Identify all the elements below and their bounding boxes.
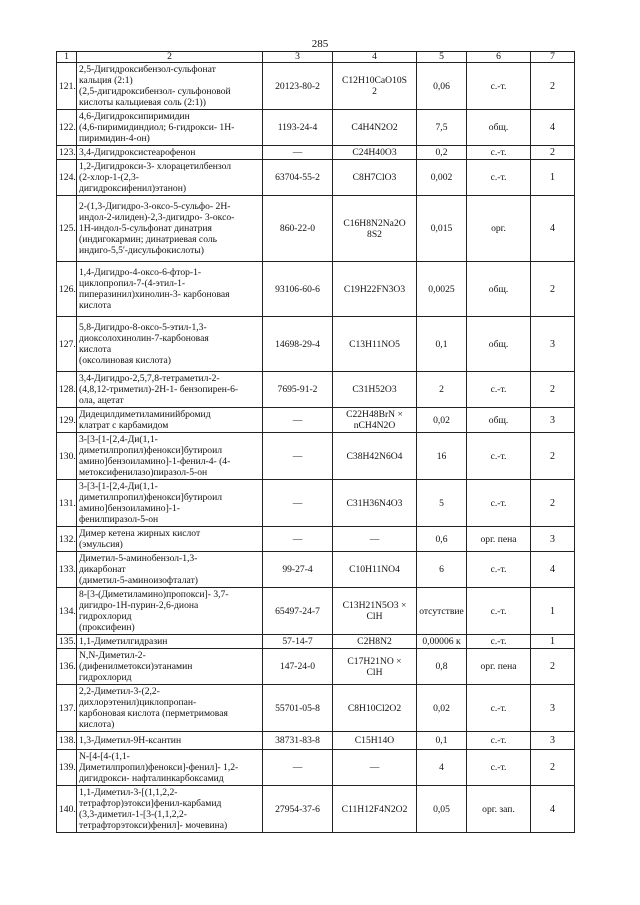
cas-number: — (263, 146, 333, 160)
formula-line: C8H10Cl2O2 (347, 702, 402, 714)
cas-number: 63704-55-2 (263, 160, 333, 196)
cas-number: 1193-24-4 (263, 110, 333, 146)
formula-line: C10H11NO4 (349, 564, 400, 575)
hazard-class: 1 (531, 635, 575, 649)
substance-name-line: амино]бензоиламино]-1-фенил-4- (4- (79, 456, 231, 467)
chemical-formula (333, 146, 417, 160)
row-number: 139. (57, 750, 77, 786)
formula-line: C13H21N5O3 × (342, 600, 407, 611)
substance-name-line: индиго-5,5'-дисульфокислоты) (79, 245, 204, 256)
table-row (57, 552, 575, 588)
formula-line: C31H36N4O3 (346, 497, 403, 509)
col-header-3: 3 (263, 52, 333, 63)
row-number: 126. (57, 262, 77, 317)
hazard-class: 2 (531, 480, 575, 527)
cas-number: — (263, 527, 333, 552)
hazard-indicator: с.-т. (467, 63, 531, 110)
hazard-indicator: с.-т. (467, 480, 531, 527)
substance-name-line: диметилпропил)фенокси]бутироил (79, 445, 223, 456)
table-row (57, 750, 575, 786)
row-number: 130. (57, 433, 77, 480)
substance-name-line: 1Н-индол-5-сульфонат динатрия (79, 223, 212, 234)
limit-value: 6 (417, 552, 467, 588)
hazard-class: 3 (531, 527, 575, 552)
cas-number: 7695-91-2 (263, 372, 333, 408)
formula-line: ClH (366, 666, 383, 678)
formula-line: C38H42N6O4 (346, 450, 403, 462)
formula-line: C11H12F4N2O2 (341, 803, 408, 815)
cas-number: 57-14-7 (263, 635, 333, 649)
limit-value: 0,6 (417, 527, 467, 552)
formula-line: 2 (372, 86, 377, 97)
hazard-class: 2 (531, 63, 575, 110)
limit-value: 0,06 (417, 63, 467, 110)
substance-name (77, 372, 263, 408)
substance-name (77, 160, 263, 196)
row-number: 122. (57, 110, 77, 146)
chemical-formula (333, 196, 417, 262)
chemical-formula (333, 685, 417, 732)
chemical-formula (333, 527, 417, 552)
substance-name-line: 1,4-Дигидро-4-оксо-6-фтор-1- (79, 267, 202, 278)
substance-name-line: 2-(1,3-Дигидро-3-оксо-5-сульфо- 2Н- (79, 201, 231, 212)
row-number: 131. (57, 480, 77, 527)
substance-name-line: кальция (2:1) (79, 75, 133, 86)
substance-name (77, 685, 263, 732)
limit-value: 0,00006 к (417, 635, 467, 649)
limit-value: 0,015 (417, 196, 467, 262)
substance-name-line: пиримидин-4-он) (79, 133, 150, 144)
cas-number: 27954-37-6 (263, 786, 333, 833)
row-number: 125. (57, 196, 77, 262)
hazard-class: 2 (531, 649, 575, 685)
substance-name-line: Диметил-5-аминобензол-1,3- (79, 553, 198, 564)
hazard-indicator: общ. (467, 262, 531, 317)
col-header-7: 7 (531, 52, 575, 63)
substance-name-line: клатрат с карбамидом (79, 420, 169, 431)
formula-line: C12H10CaO10S (341, 75, 408, 86)
substance-name (77, 552, 263, 588)
substance-name-line: (2-хлор-1-(2,3- (79, 172, 139, 183)
table-row (57, 786, 575, 833)
substance-name-line: 1,1-Диметилгидразин (79, 636, 168, 647)
hazard-indicator: с.-т. (467, 372, 531, 408)
cas-number: 93106-60-6 (263, 262, 333, 317)
substance-name-line: дигидроксифенил)этанон) (79, 183, 187, 194)
limit-value: 0,02 (417, 408, 467, 433)
substance-name-line: 3,4-Дигидроксистеарофенон (79, 147, 196, 158)
cas-number: — (263, 750, 333, 786)
cas-number: 147-24-0 (263, 649, 333, 685)
substance-name (77, 480, 263, 527)
col-header-2: 2 (77, 52, 263, 63)
hazard-class: 3 (531, 408, 575, 433)
limit-value: 0,2 (417, 146, 467, 160)
substance-name-line: 8-[3-(Диметиламино)пропокси]- 3,7- (79, 589, 229, 600)
row-number: 121. (57, 63, 77, 110)
substance-name-line: дихлорэтенил)циклопропан- (79, 697, 197, 708)
limit-value: 7,5 (417, 110, 467, 146)
limit-value: 0,05 (417, 786, 467, 833)
limit-value: 0,1 (417, 732, 467, 750)
formula-line: 8S2 (367, 228, 382, 240)
formula-line: C24H40O3 (352, 147, 397, 158)
hazard-indicator: общ. (467, 110, 531, 146)
substance-name-line: дигидро-1Н-пурин-2,6-диона (79, 600, 199, 611)
hazard-indicator: с.-т. (467, 433, 531, 480)
chemical-formula (333, 372, 417, 408)
substance-name-line: дигидрокси- нафталинкарбоксамид (79, 773, 224, 784)
hazard-class: 2 (531, 146, 575, 160)
row-number: 135. (57, 635, 77, 649)
substance-name (77, 732, 263, 750)
cas-number: 860-22-0 (263, 196, 333, 262)
formula-line: — (369, 533, 380, 545)
col-header-4: 4 (333, 52, 417, 63)
limit-value: 0,0025 (417, 262, 467, 317)
col-header-5: 5 (417, 52, 467, 63)
hazard-class: 4 (531, 552, 575, 588)
hazard-class: 2 (531, 262, 575, 317)
table-row (57, 63, 575, 110)
substance-name-line: фенилпиразол-5-он (79, 514, 159, 525)
substance-name (77, 649, 263, 685)
limit-value: отсутствие (417, 588, 467, 635)
substance-name (77, 588, 263, 635)
substance-name-line: кислоты кальциевая соль (2:1)) (79, 97, 206, 108)
table-row (57, 317, 575, 372)
cas-number: 99-27-4 (263, 552, 333, 588)
formula-line: C2H8N2 (357, 636, 392, 647)
substance-name (77, 262, 263, 317)
substance-name (77, 63, 263, 110)
hazard-class: 4 (531, 196, 575, 262)
substance-name-line: 4,6-Дигидроксипиримидин (79, 111, 190, 122)
table-row (57, 196, 575, 262)
substance-name-line: Дидецилдиметиламинийбромид (79, 409, 211, 420)
table-row (57, 685, 575, 732)
substance-name (77, 786, 263, 833)
table-row (57, 732, 575, 750)
substance-name-line: (оксолиновая кислота) (79, 355, 171, 366)
limit-value: 0,002 (417, 160, 467, 196)
hazard-indicator: с.-т. (467, 732, 531, 750)
table-row (57, 160, 575, 196)
substance-name-line: Димер кетена жирных кислот (79, 528, 201, 539)
substance-name-line: (3,3-диметил-1-[3-(1,1,2,2- (79, 809, 187, 820)
substance-name (77, 750, 263, 786)
table-row (57, 262, 575, 317)
hazard-class: 4 (531, 110, 575, 146)
substance-name-line: 2,2-Диметил-3-(2,2- (79, 686, 160, 697)
row-number: 138. (57, 732, 77, 750)
substance-name-line: 1,1-Диметил-3-[(1,1,2,2- (79, 787, 178, 798)
substance-name-line: гидрохлорид (79, 611, 132, 622)
col-header-1: 1 (57, 52, 77, 63)
row-number: 136. (57, 649, 77, 685)
col-header-6: 6 (467, 52, 531, 63)
hazard-indicator: орг. пена (467, 649, 531, 685)
limit-value: 16 (417, 433, 467, 480)
substance-name-line: гидрохлорид (79, 672, 132, 683)
chemical-formula (333, 433, 417, 480)
hazard-class: 2 (531, 433, 575, 480)
substance-name (77, 408, 263, 433)
hazard-indicator: с.-т. (467, 552, 531, 588)
substance-name-line: (4,6-пиримидиндиол; 6-гидрокси- 1Н- (79, 122, 235, 133)
hazard-class: 4 (531, 786, 575, 833)
formula-line: — (369, 762, 380, 773)
substance-name-line: тетрафтор)этокси]фенил-карбамид (79, 798, 222, 809)
substance-name-line: амино]бензоиламино]-1- (79, 503, 180, 514)
substance-name-line: (эмульсия) (79, 539, 123, 550)
hazard-indicator: с.-т. (467, 685, 531, 732)
hazard-class: 3 (531, 317, 575, 372)
hazard-class: 3 (531, 685, 575, 732)
substance-name-line: циклопропил-7-(4-этил-1- (79, 278, 186, 289)
row-number: 137. (57, 685, 77, 732)
chemical-formula (333, 732, 417, 750)
substance-name-line: ола, ацетат (79, 395, 124, 406)
formula-line: ClH (366, 611, 383, 622)
cas-number: 38731-83-8 (263, 732, 333, 750)
formula-line: C4H4N2O2 (351, 122, 398, 133)
substance-name-line: 5,8-Дигидро-8-оксо-5-этил-1,3- (79, 322, 207, 333)
substance-name-line: пиперазинил)хинолин-3- карбоновая (79, 289, 230, 300)
substance-name-line: кислота) (79, 719, 115, 730)
hazard-indicator: орг. зап. (467, 786, 531, 833)
hazard-indicator: с.-т. (467, 750, 531, 786)
substance-name-line: 2,5-Дигидроксибензол-сульфонат (79, 64, 216, 75)
cas-number: — (263, 433, 333, 480)
substance-name (77, 146, 263, 160)
formula-line: C15H14O (354, 735, 395, 746)
hazard-class: 2 (531, 372, 575, 408)
substance-name-line: 1,2-Дигидрокси-3- хлорацетилбензол (79, 161, 232, 172)
substance-name-line: (4,8,12-триметил)-2Н-1- бензопирен-6- (79, 384, 239, 395)
table-row (57, 146, 575, 160)
limit-value: 0,1 (417, 317, 467, 372)
cas-number: 65497-24-7 (263, 588, 333, 635)
substance-name-line: (индигокармин; динатриевая соль (79, 234, 218, 245)
formula-line: nCH4N2O (353, 420, 396, 431)
hazard-indicator: с.-т. (467, 146, 531, 160)
substance-name-line: индол-2-илиден)-2,3-дигидро- 3-оксо- (79, 212, 235, 223)
substance-name (77, 433, 263, 480)
table-row (57, 408, 575, 433)
hazard-indicator: орг. пена (467, 527, 531, 552)
substance-name-line: 3-[3-[1-[2,4-Ди(1,1- (79, 434, 158, 445)
substance-name-line: кислота (79, 344, 112, 355)
formula-line: C22H48BrN × (346, 409, 403, 420)
table-row (57, 588, 575, 635)
formula-line: C13H11NO5 (349, 338, 400, 350)
substance-name-line: дикарбонат (79, 564, 126, 575)
substance-name-line: диметилпропил)фенокси]бутироил (79, 492, 223, 503)
substance-name-line: 1,3-Диметил-9Н-ксантин (79, 735, 182, 746)
substance-name (77, 527, 263, 552)
chemical-formula (333, 750, 417, 786)
chemical-formula (333, 317, 417, 372)
limit-value: 2 (417, 372, 467, 408)
hazard-class: 3 (531, 732, 575, 750)
limit-value: 5 (417, 480, 467, 527)
chemical-formula (333, 262, 417, 317)
substance-name-line: 3-[3-[1-[2,4-Ди(1,1- (79, 481, 158, 492)
substance-name-line: метоксифенилазо)пиразол-5-он (79, 467, 208, 478)
table-row (57, 527, 575, 552)
hazard-indicator: с.-т. (467, 160, 531, 196)
cas-number: 55701-05-8 (263, 685, 333, 732)
limit-value: 0,8 (417, 649, 467, 685)
chemical-formula (333, 480, 417, 527)
substance-name-line: 3,4-Дигидро-2,5,7,8-тетраметил-2- (79, 373, 220, 384)
substance-name-line: N-[4-[4-(1,1- (79, 751, 130, 762)
substance-name-line: (диметил-5-аминоизофталат) (79, 575, 198, 586)
hazard-indicator: общ. (467, 408, 531, 433)
table-row (57, 372, 575, 408)
substance-name-line: (дифенилметокси)этанамин (79, 661, 193, 672)
hazard-class: 1 (531, 588, 575, 635)
row-number: 140. (57, 786, 77, 833)
limit-value: 4 (417, 750, 467, 786)
hazard-indicator: орг. (467, 196, 531, 262)
table-body (57, 63, 575, 833)
chemical-formula (333, 63, 417, 110)
hazard-indicator: общ. (467, 317, 531, 372)
table-row (57, 480, 575, 527)
cas-number: — (263, 480, 333, 527)
substance-name-line: карбоновая кислота (перметримовая (79, 708, 228, 719)
formula-line: C16H8N2Na2O (343, 217, 406, 229)
row-number: 129. (57, 408, 77, 433)
chemical-formula (333, 635, 417, 649)
header-row (57, 52, 575, 63)
formula-line: C8H7ClO3 (352, 172, 397, 183)
chemical-formula (333, 786, 417, 833)
substance-name-line: (проксифеин) (79, 622, 135, 633)
substance-name (77, 110, 263, 146)
limit-value: 0,02 (417, 685, 467, 732)
formula-line: C31H52O3 (352, 384, 397, 395)
hazard-class: 2 (531, 750, 575, 786)
substance-name-line: N,N-Диметил-2- (79, 650, 146, 661)
row-number: 133. (57, 552, 77, 588)
row-number: 132. (57, 527, 77, 552)
cas-number: 14698-29-4 (263, 317, 333, 372)
formula-line: C17H21NO × (347, 655, 402, 667)
row-number: 124. (57, 160, 77, 196)
chemical-formula (333, 552, 417, 588)
table-row (57, 635, 575, 649)
hazard-class: 1 (531, 160, 575, 196)
substance-name-line: кислота (79, 300, 112, 311)
hazard-indicator: с.-т. (467, 635, 531, 649)
substance-name-line: (2,5-дигидроксибензол- сульфоновой (79, 86, 231, 97)
substances-table (56, 51, 575, 833)
chemical-formula (333, 649, 417, 685)
chemical-formula (333, 160, 417, 196)
hazard-indicator: с.-т. (467, 588, 531, 635)
row-number: 123. (57, 146, 77, 160)
substance-name (77, 196, 263, 262)
cas-number: — (263, 408, 333, 433)
row-number: 128. (57, 372, 77, 408)
table-row (57, 649, 575, 685)
cas-number: 20123-80-2 (263, 63, 333, 110)
substance-name (77, 635, 263, 649)
chemical-formula (333, 588, 417, 635)
substance-name (77, 317, 263, 372)
substance-name-line: тетрафторэтокси)фенил]- мочевина) (79, 820, 228, 831)
table-row (57, 433, 575, 480)
row-number: 134. (57, 588, 77, 635)
substance-name-line: диоксолохинолин-7-карбоновая (79, 333, 209, 344)
row-number: 127. (57, 317, 77, 372)
formula-line: C19H22FN3O3 (343, 283, 406, 295)
chemical-formula (333, 110, 417, 146)
substance-name-line: Диметилпропил)фенокси]-фенил]- 1,2- (79, 762, 239, 773)
page-number: 285 (311, 38, 329, 50)
chemical-formula (333, 408, 417, 433)
table-row (57, 110, 575, 146)
